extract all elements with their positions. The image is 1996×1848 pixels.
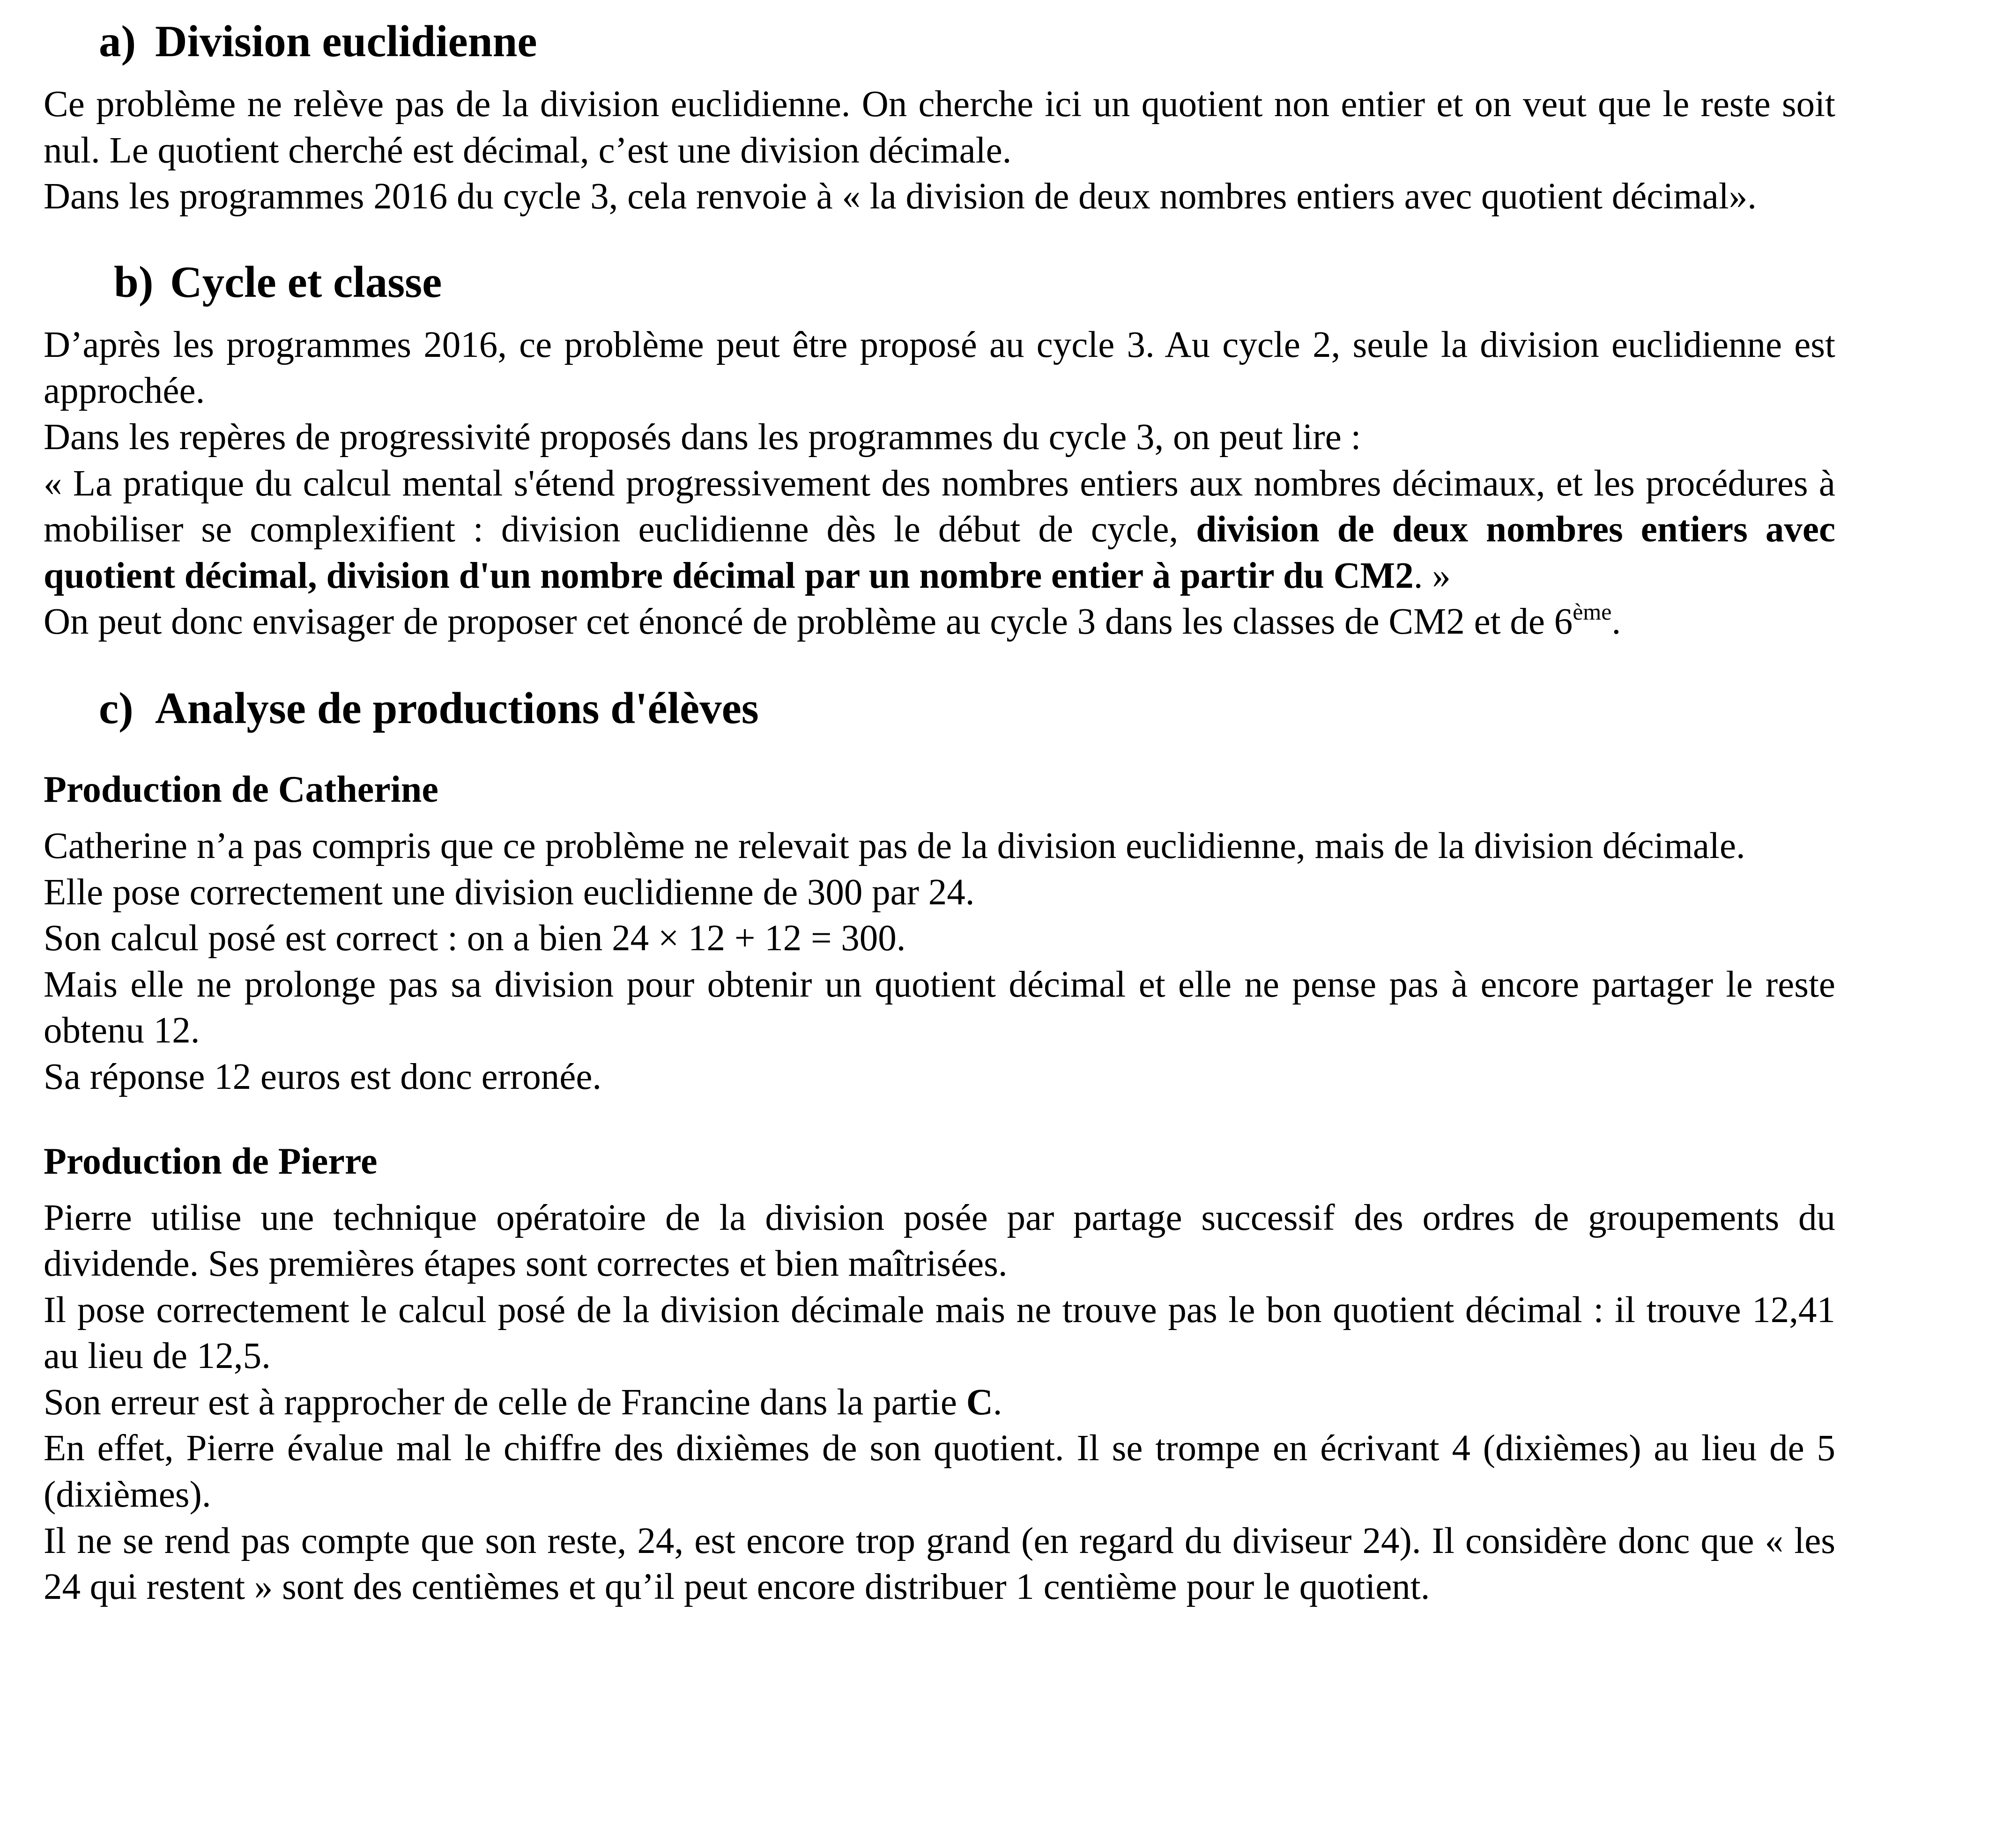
pierre-p3-bold: C — [966, 1382, 993, 1423]
section-b-paragraph-4 — [44, 599, 1835, 645]
section-b-letter: b) — [114, 257, 154, 307]
catherine-paragraph-3: Son calcul posé est correct : on a bien 24 × 12 + 12 = 300. — [44, 918, 906, 959]
section-b-p4-sup: ème — [1573, 599, 1612, 625]
section-c-letter: c) — [99, 683, 134, 733]
section-a-title: Division euclidienne — [155, 16, 537, 66]
pierre-paragraph-4: En effet, Pierre évalue mal le chiffre des dixièmes de son quotient. Il se trompe en écrivant 4 (dixièmes) au lieu de 5 (dixièmes). — [44, 1428, 1835, 1515]
pierre-paragraph-2: Il pose correctement le calcul posé de la division décimale mais ne trouve pas le bon quotient décimal : il trouve 12,41 au lieu de 12,5. — [44, 1289, 1835, 1377]
section-b-paragraph-1: D’après les programmes 2016, ce problème peut être proposé au cycle 3. Au cycle 2, seule la division euclidienne est approchée. — [44, 324, 1835, 412]
pierre-paragraph-5: Il ne se rend pas compte que son reste, 24, est encore trop grand (en regard du diviseur 24). Il considère donc que « les 24 qui restent » sont des centièmes et qu’il peut encore distribuer 1 centième pour le quotient. — [44, 1520, 1835, 1608]
catherine-paragraph-2: Elle pose correctement une division euclidienne de 300 par 24. — [44, 872, 975, 913]
catherine-paragraph-5: Sa réponse 12 euros est donc erronée. — [44, 1056, 602, 1097]
quote-bold: division de deux nombres entiers avec quotient décimal, division d'un nombre décimal par un nombre entier à partir du CM2 — [44, 509, 1836, 596]
catherine-paragraph-4: Mais elle ne prolonge pas sa division pour obtenir un quotient décimal et elle ne pense pas à encore partager le reste obtenu 12. — [44, 964, 1835, 1051]
pierre-paragraph-3 — [44, 1380, 1835, 1426]
pierre-paragraph-1: Pierre utilise une technique opératoire de la division posée par partage successif des ordres de groupements du dividende. Ses premières étapes sont correctes et bien maîtrisées. — [44, 1197, 1835, 1285]
quote-start: « La pratique du calcul mental s'étend progressivement des nombres entiers aux nombres décimaux, et les procédures à mobiliser se complexifient : division euclidienne dès le début de cycle, — [44, 463, 1835, 550]
pierre-p3-end: . — [993, 1382, 1002, 1423]
section-b-p4-end: . — [1611, 601, 1621, 643]
pierre-p3-text: Son erreur est à rapprocher de celle de Francine dans la partie — [44, 1382, 966, 1423]
section-b-quote — [44, 461, 1835, 599]
document-page — [44, 13, 1835, 1611]
section-b-paragraph-2: Dans les repères de progressivité proposés dans les programmes du cycle 3, on peut lire : — [44, 416, 1361, 458]
catherine-paragraph-1: Catherine n’a pas compris que ce problème ne relevait pas de la division euclidienne, mais de la division décimale. — [44, 825, 1745, 866]
section-a-paragraph-2: Dans les programmes 2016 du cycle 3, cela renvoie à « la division de deux nombres entiers avec quotient décimal». — [44, 176, 1757, 217]
section-b-p4-text: On peut donc envisager de proposer cet énoncé de problème au cycle 3 dans les classes de CM2 et de 6 — [44, 601, 1573, 643]
section-a-paragraph-1: Ce problème ne relève pas de la division euclidienne. On cherche ici un quotient non entier et on veut que le reste soit nul. Le quotient cherché est décimal, c’est une division décimale. — [44, 84, 1835, 171]
section-b-title: Cycle et classe — [170, 257, 442, 307]
catherine-heading: Production de Catherine — [44, 769, 438, 810]
quote-end: . » — [1413, 555, 1451, 596]
section-a-heading — [99, 13, 1835, 69]
section-b-heading — [114, 254, 1835, 310]
pierre-heading: Production de Pierre — [44, 1140, 378, 1182]
section-a-letter: a) — [99, 16, 136, 66]
section-c-title: Analyse de productions d'élèves — [155, 683, 759, 733]
section-c-heading — [99, 680, 1835, 736]
